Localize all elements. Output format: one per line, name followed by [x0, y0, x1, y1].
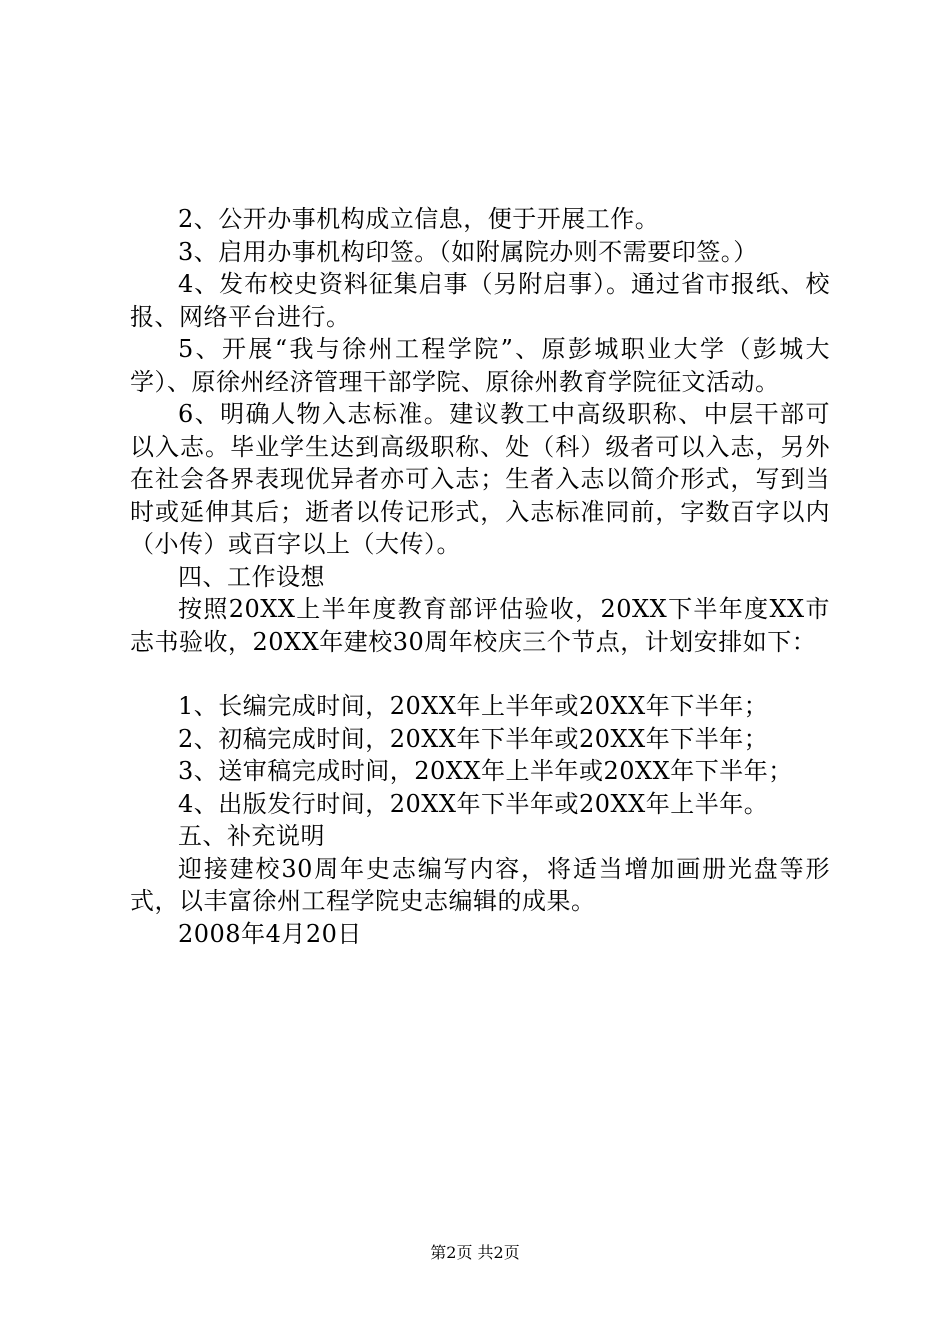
paragraph-item-3: 3、启用办事机构印签。（如附属院办则不需要印签。）	[178, 237, 758, 266]
section-heading-work-plan: 四、工作设想	[178, 562, 325, 591]
paragraph-item-2: 2、公开办事机构成立信息，便于开展工作。	[178, 205, 660, 233]
page-number-footer: 第2页 共2页	[430, 1243, 520, 1262]
schedule-item-3: 3、送审稿完成时间，20XX年上半年或20XX年下半年；	[178, 757, 793, 785]
paragraph-supplement: 迎接建校30周年史志编写内容，将适当增加画册光盘等形式，以丰富徐州工程学院史志编辑的成果。	[130, 854, 830, 915]
section-heading-supplement: 五、补充说明	[178, 822, 325, 850]
paragraph-item-5: 5、开展“我与徐州工程学院”、原彭城职业大学（彭城大学）、原徐州经济管理干部学院、原徐州教育学院征文活动。	[130, 335, 830, 396]
schedule-item-2: 2、初稿完成时间，20XX年下半年或20XX年下半年；	[178, 724, 769, 753]
document-date: 2008年4月20日	[178, 919, 362, 948]
paragraph-item-6: 6、明确人物入志标准。建议教工中高级职称、中层干部可以入志。毕业学生达到高级职称、处（科）级者可以入志，另外在社会各界表现优异者亦可入志；生者入志以简介形式，写到当时或延伸其后；逝者以传记形式，入志标准同前，字数百字以内（小传）或百字以上（大传）。	[130, 400, 830, 558]
schedule-item-1: 1、长编完成时间，20XX年上半年或20XX年下半年；	[178, 692, 769, 720]
paragraph-spacer	[130, 658, 830, 690]
document-body	[130, 203, 830, 950]
paragraph-item-4: 4、发布校史资料征集启事（另附启事）。通过省市报纸、校报、网络平台进行。	[130, 270, 830, 331]
schedule-item-4: 4、出版发行时间，20XX年下半年或20XX年上半年。	[178, 789, 769, 818]
paragraph-schedule-intro: 按照20XX上半年度教育部评估验收，20XX下半年度XX市志书验收，20XX年建校30周年校庆三个节点，计划安排如下：	[130, 595, 830, 656]
